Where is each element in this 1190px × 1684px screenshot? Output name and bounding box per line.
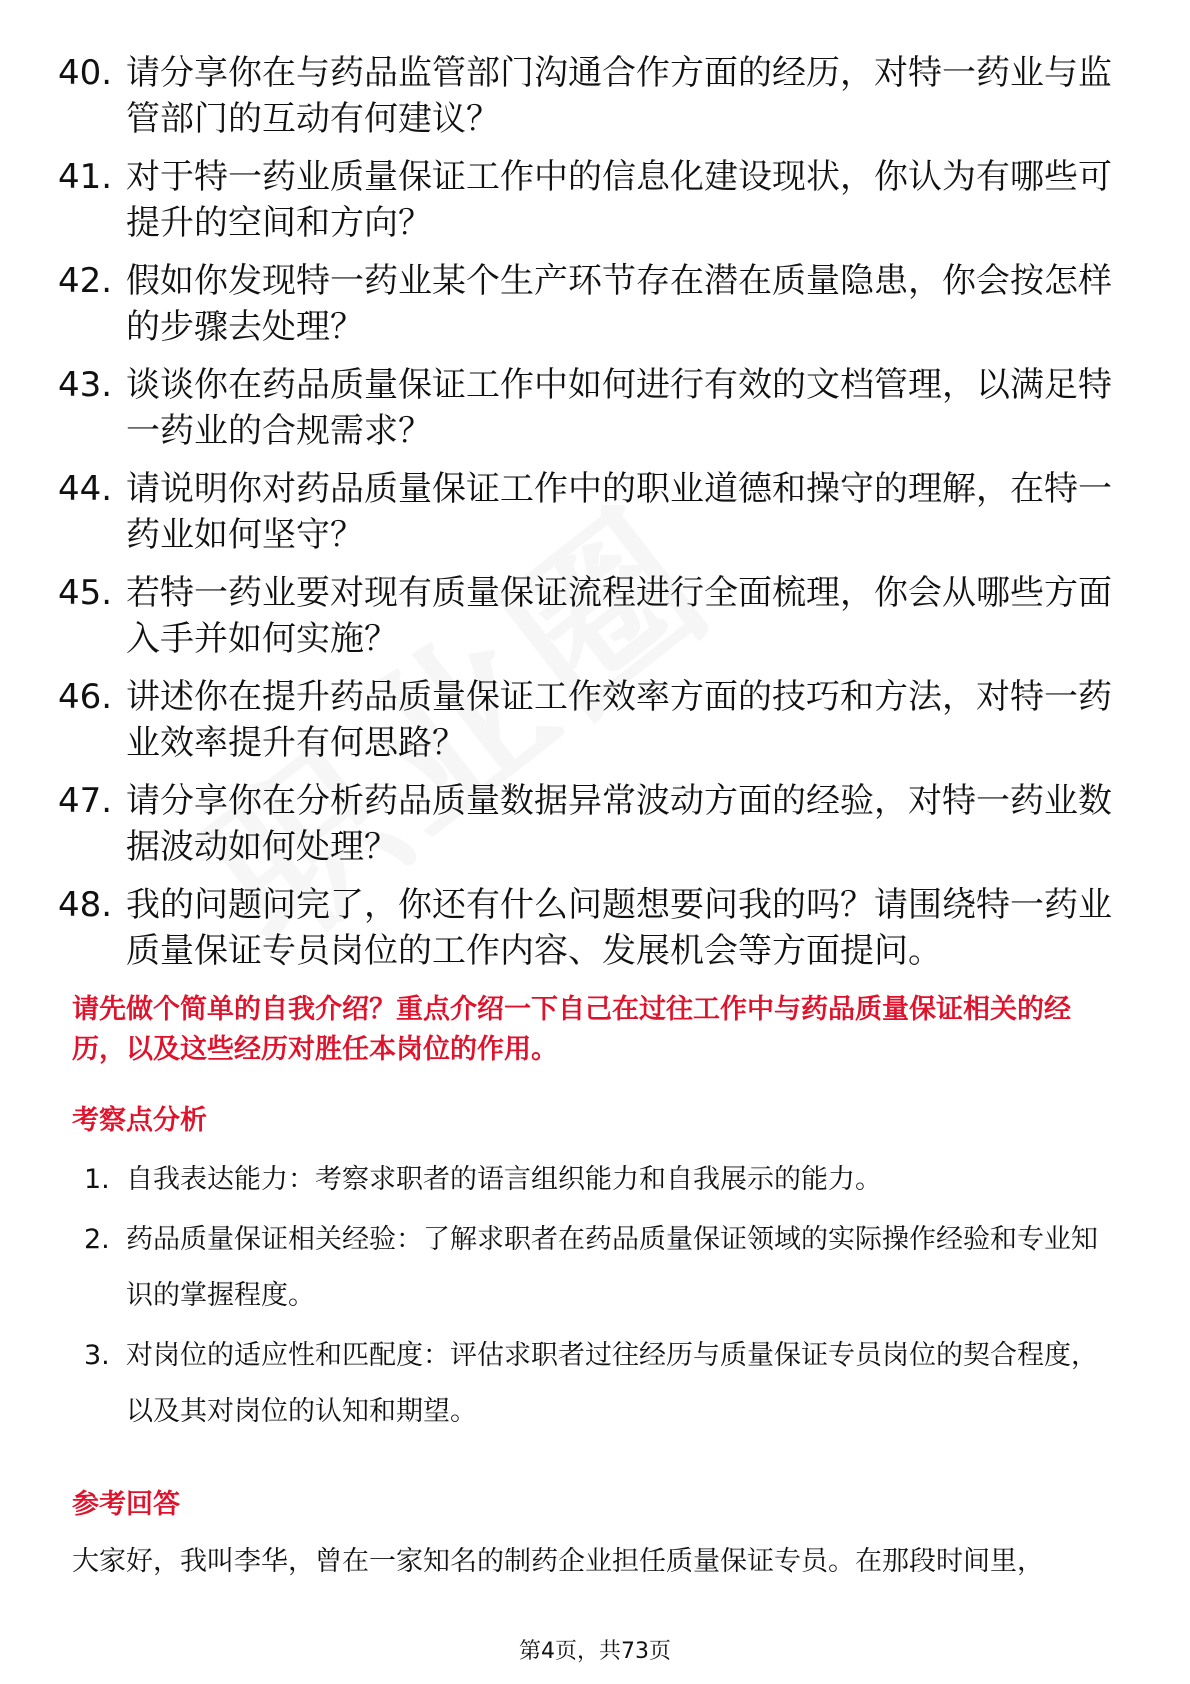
question-text: 请说明你对药品质量保证工作中的职业道德和操守的理解，在特一药业如何坚守？ bbox=[126, 469, 1112, 555]
question-number: 44. bbox=[58, 469, 113, 509]
list-item bbox=[58, 778, 1118, 870]
question-text: 我的问题问完了，你还有什么问题想要问我的吗？请围绕特一药业质量保证专员岗位的工作内容、发展机会等方面提问。 bbox=[126, 885, 1112, 971]
list-item bbox=[58, 674, 1118, 766]
list-item bbox=[84, 1152, 1124, 1208]
list-item bbox=[58, 258, 1118, 350]
question-number: 42. bbox=[58, 261, 113, 301]
list-item bbox=[58, 570, 1118, 662]
list-item bbox=[58, 362, 1118, 454]
page-footer: 第4页，共73页 bbox=[519, 1639, 671, 1664]
question-text: 假如你发现特一药业某个生产环节存在潜在质量隐患，你会按怎样的步骤去处理？ bbox=[126, 261, 1112, 347]
highlight-question: 请先做个简单的自我介绍？重点介绍一下自己在过往工作中与药品质量保证相关的经历，以及这些经历对胜任本岗位的作用。 bbox=[72, 994, 1071, 1065]
list-item bbox=[58, 50, 1118, 142]
analysis-number: 3. bbox=[84, 1340, 110, 1371]
answer-heading: 参考回答 bbox=[72, 1489, 180, 1520]
list-item bbox=[84, 1328, 1124, 1440]
question-text: 若特一药业要对现有质量保证流程进行全面梳理，你会从哪些方面入手并如何实施？ bbox=[126, 573, 1112, 659]
question-number: 41. bbox=[58, 157, 113, 197]
analysis-list bbox=[84, 1152, 1124, 1444]
question-text: 请分享你在分析药品质量数据异常波动方面的经验，对特一药业数据波动如何处理？ bbox=[126, 781, 1112, 867]
list-item bbox=[58, 882, 1118, 974]
question-number: 40. bbox=[58, 53, 113, 93]
analysis-text: 药品质量保证相关经验：了解求职者在药品质量保证领域的实际操作经验和专业知识的掌握程度。 bbox=[126, 1224, 1098, 1311]
question-text: 讲述你在提升药品质量保证工作效率方面的技巧和方法，对特一药业效率提升有何思路？ bbox=[126, 677, 1112, 763]
question-number: 46. bbox=[58, 677, 113, 717]
analysis-heading: 考察点分析 bbox=[72, 1105, 207, 1136]
list-item bbox=[84, 1212, 1124, 1324]
question-text: 对于特一药业质量保证工作中的信息化建设现状，你认为有哪些可提升的空间和方向？ bbox=[126, 157, 1112, 243]
list-item bbox=[58, 466, 1118, 558]
analysis-text: 自我表达能力：考察求职者的语言组织能力和自我展示的能力。 bbox=[126, 1164, 882, 1195]
question-number: 48. bbox=[58, 885, 113, 925]
question-number: 43. bbox=[58, 365, 113, 405]
question-number: 45. bbox=[58, 573, 113, 613]
question-text: 谈谈你在药品质量保证工作中如何进行有效的文档管理，以满足特一药业的合规需求？ bbox=[126, 365, 1112, 451]
question-list bbox=[58, 50, 1118, 986]
answer-text: 大家好，我叫李华，曾在一家知名的制药企业担任质量保证专员。在那段时间里， bbox=[72, 1546, 1044, 1577]
question-number: 47. bbox=[58, 781, 113, 821]
analysis-number: 2. bbox=[84, 1224, 110, 1255]
list-item bbox=[58, 154, 1118, 246]
analysis-text: 对岗位的适应性和匹配度：评估求职者过往经历与质量保证专员岗位的契合程度，以及其对岗位的认知和期望。 bbox=[126, 1340, 1098, 1427]
question-text: 请分享你在与药品监管部门沟通合作方面的经历，对特一药业与监管部门的互动有何建议？ bbox=[126, 53, 1112, 139]
analysis-number: 1. bbox=[84, 1164, 110, 1195]
